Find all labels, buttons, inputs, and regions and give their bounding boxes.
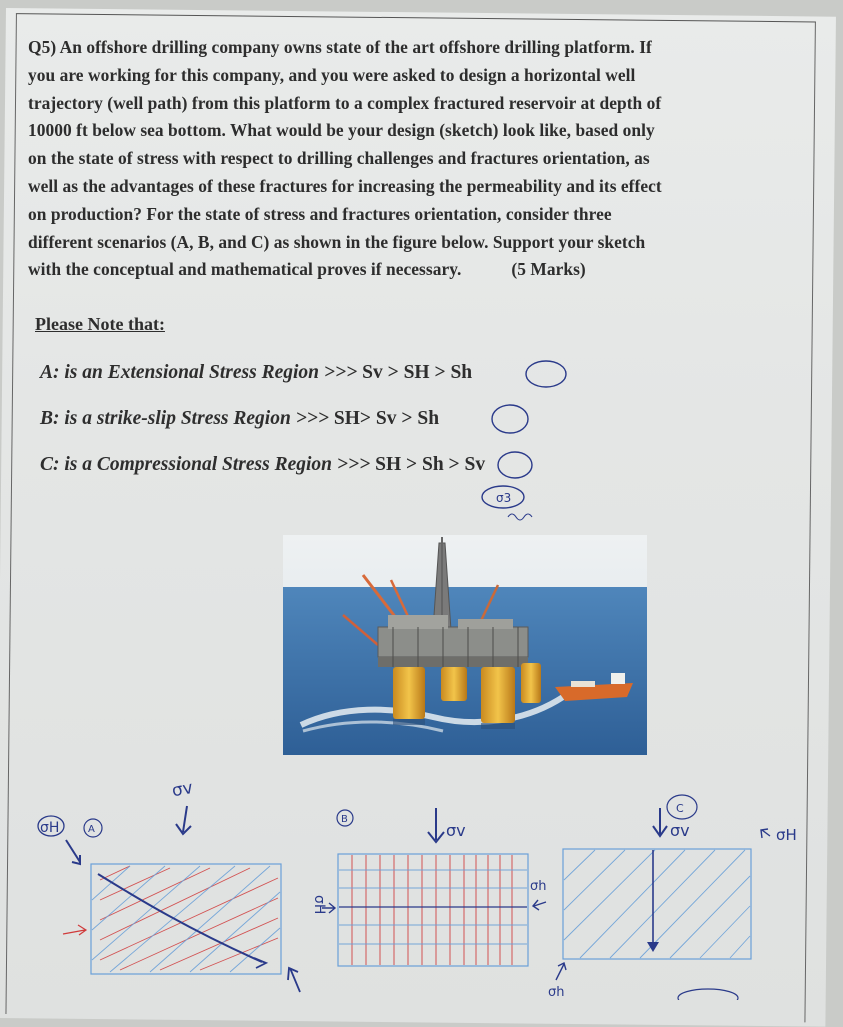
question-text bbox=[28, 34, 798, 284]
scenario-b-relation: SH> Sv > Sh bbox=[333, 408, 440, 429]
note-heading: Please Note that: bbox=[35, 314, 165, 334]
sigma-3-mark: σ3 bbox=[496, 491, 512, 505]
marks-label: (5 Marks) bbox=[511, 259, 586, 280]
scenario-a-relation: Sv > SH > Sh bbox=[362, 362, 473, 383]
scenario-b-label: B: is a strike-slip Stress Region >>> bbox=[40, 408, 330, 429]
question-line: different scenarios (A, B, and C) as shown in the figure below. Support your sketch bbox=[28, 231, 646, 252]
scenario-a bbox=[40, 362, 472, 384]
sigma-v-label: σv bbox=[170, 777, 195, 802]
question-line: trajectory (well path) from this platform to a complex fractured reservoir at depth of bbox=[28, 92, 662, 113]
scenario-c-label: C: is a Compressional Stress Region >>> bbox=[40, 454, 371, 475]
question-line: you are working for this company, and you were asked to design a horizontal well bbox=[28, 64, 636, 85]
sigma-H-label: σH bbox=[40, 820, 60, 836]
question-line-text: with the conceptual and mathematical proves if necessary. bbox=[28, 259, 462, 280]
sigma-v-label: σv bbox=[670, 821, 690, 840]
sigma-v-label: σv bbox=[446, 821, 466, 840]
scenario-a-label: A: is an Extensional Stress Region >>> bbox=[40, 362, 358, 383]
question-line: on production? For the state of stress and fractures orientation, consider three bbox=[28, 203, 612, 224]
offshore-platform-photo bbox=[283, 535, 647, 755]
label-a: A bbox=[88, 824, 95, 835]
sigma-H-label: σH bbox=[311, 895, 327, 915]
sigma-h-label: σH bbox=[776, 826, 797, 844]
question-line: well as the advantages of these fractures for increasing the permeability and its effect bbox=[28, 175, 662, 196]
scenario-b bbox=[40, 408, 439, 430]
label-b: B bbox=[341, 814, 348, 825]
scenario-c-relation: SH > Sh > Sv bbox=[375, 454, 486, 475]
question-line: Q5) An offshore drilling company owns state of the art offshore drilling platform. If bbox=[28, 37, 652, 57]
scenario-c bbox=[40, 454, 485, 476]
label-c: C bbox=[676, 802, 684, 815]
question-line: 10000 ft below sea bottom. What would be your design (sketch) look like, based only bbox=[28, 120, 655, 141]
sigma-h-label: σh bbox=[530, 879, 547, 894]
question-line bbox=[28, 256, 798, 284]
question-line: on the state of stress with respect to drilling challenges and fractures orientation, as bbox=[28, 148, 650, 169]
sigma-h-label: σh bbox=[548, 985, 565, 1000]
